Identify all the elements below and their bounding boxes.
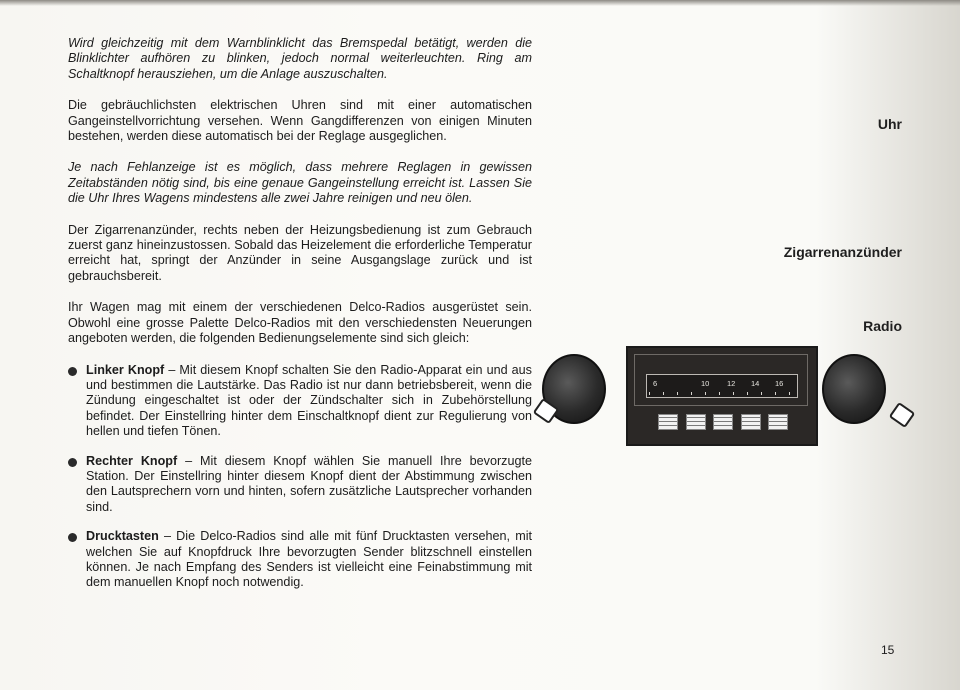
heading-uhr: Uhr	[877, 116, 902, 132]
bullet-rechter-knopf	[68, 454, 532, 516]
bullet-drucktasten	[68, 529, 532, 591]
dial-label: 14	[751, 379, 760, 388]
uhr-paragraph-2: Je nach Fehlanzeige ist es möglich, dass mehrere Reglagen in gewissen Zeitabständen nötig sind, bis eine genaue Gangeinstellung erreicht ist. Lassen Sie die Uhr Ihres Wagens mindestens alle zwei Jahre reinigen und neu ölen.	[68, 160, 532, 206]
right-knob-tab	[889, 402, 916, 428]
heading-zigarrenanzuender: Zigarrenanzünder	[783, 244, 902, 260]
main-text-column	[68, 36, 532, 605]
right-knob-icon	[822, 354, 886, 424]
heading-radio: Radio	[863, 318, 902, 334]
dial-label: 12	[727, 379, 736, 388]
bullet-term: Drucktasten	[86, 529, 159, 544]
dial-label: 16	[775, 379, 784, 388]
dial-label: 6	[653, 379, 658, 388]
bullet-linker-knopf	[68, 363, 532, 440]
bullet-text: – Mit diesem Knopf schalten Sie den Radio-Apparat ein und aus und bestimmen die Lautstärke. Das Radio ist nur dann betriebsbereit, wenn die Zündung eingeschaltet ist oder der Zündschalter sich in Zubehörstellung befindet. Der Einstellring hinter dem Einschaltknopf dient zur Regulierung von hellen und tiefen Tönen.	[86, 362, 532, 439]
bullet-dot-icon	[68, 458, 77, 467]
radio-intro-paragraph: Ihr Wagen mag mit einem der verschiedenen Delco-Radios ausgerüstet sein. Obwohl eine grosse Palette Delco-Radios mit den verschiedensten Neuerungen angeboten werden, die folgenden Bedienungselemente sind sich gleich:	[68, 300, 532, 346]
radio-faceplate	[626, 346, 818, 446]
bullet-dot-icon	[68, 533, 77, 542]
dial-ticks	[649, 392, 795, 395]
preset-button-2	[686, 414, 706, 430]
uhr-paragraph-1: Die gebräuchlichsten elektrischen Uhren sind mit einer automatischen Gangeinstellvorrichtung versehen. Wenn Gangdifferenzen von einigen Minuten bestehen, werden diese automatisch bei der Reglage ausgeglichen.	[68, 98, 532, 144]
right-knob-ring	[832, 362, 896, 426]
radio-illustration	[536, 346, 908, 446]
preset-button-4	[741, 414, 761, 430]
bullet-term: Rechter Knopf	[86, 453, 178, 468]
bullet-text: – Die Delco-Radios sind alle mit fünf Drucktasten versehen, mit welchen Sie auf Knopfdruck Ihre bevorzugten Sender blitzschnell einstellen können. Je nach Empfang des Senders ist vielleicht eine Feinabstimmung mit dem manuellen Knopf noch notwendig.	[86, 529, 532, 590]
bullet-text: – Mit diesem Knopf wählen Sie manuell Ihre bevorzugte Station. Der Einstellring hinter diesem Knopf dient der Abstimmung zwischen den Lautsprechern vorn und hinten, sofern zusätzliche Lautsprecher vorhanden sind.	[86, 453, 532, 514]
bullet-dot-icon	[68, 367, 77, 376]
scan-edge-shadow	[0, 0, 960, 6]
page-number: 15	[881, 643, 895, 657]
dial-label: 10	[701, 379, 710, 388]
preset-button-5	[768, 414, 788, 430]
zigarrenanzuender-paragraph: Der Zigarrenanzünder, rechts neben der Heizungsbedienung ist zum Gebrauch zuerst ganz hineinzustossen. Sobald das Heizelement die erforderliche Temperatur erreicht hat, springt der Anzünder in seine Ausgangslage zurück und ist gebrauchsbereit.	[68, 222, 532, 283]
tuning-dial	[646, 374, 798, 398]
preset-buttons	[658, 414, 788, 432]
warnblinklicht-paragraph: Wird gleichzeitig mit dem Warnblinklicht das Bremspedal betätigt, werden die Blinklichter aufhören zu blinken, jedoch normal weiterleuchten. Ring am Schaltknopf herausziehen, um die Anlage auszuschalten.	[68, 36, 532, 81]
bullet-term: Linker Knopf	[86, 362, 165, 377]
preset-button-3	[713, 414, 733, 430]
preset-button-1	[658, 414, 678, 430]
